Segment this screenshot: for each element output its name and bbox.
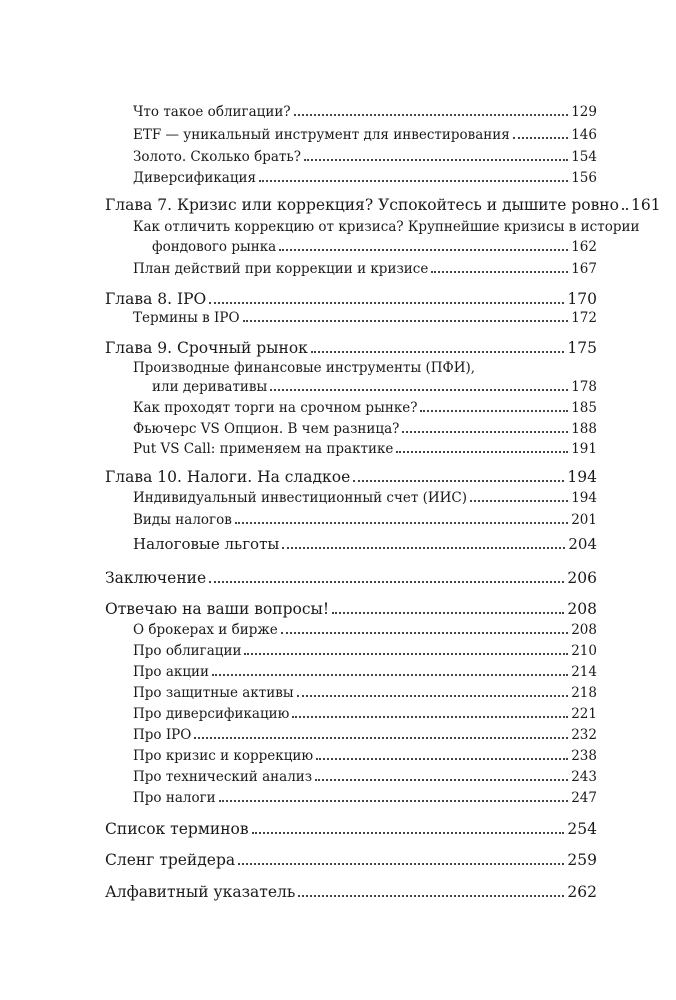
toc-entry-title: Про акции <box>133 664 209 680</box>
toc-entry-title: Налоговые льготы <box>133 535 280 553</box>
toc-entry-title: Что такое облигации? <box>133 104 291 120</box>
toc-chapter-title: Алфавитный указатель <box>105 883 296 901</box>
toc-entry <box>133 310 597 326</box>
toc-leader-dots <box>270 388 568 391</box>
toc-leader-dots <box>332 611 564 614</box>
toc-leader-dots <box>212 673 568 676</box>
toc-entry <box>133 400 597 416</box>
toc-entry <box>133 643 597 659</box>
toc-leader-dots <box>304 158 568 161</box>
toc-chapter-title: Заключение <box>105 569 207 587</box>
toc-leader-dots <box>420 409 568 412</box>
toc-entry <box>133 149 597 165</box>
toc-leader-dots <box>209 580 564 583</box>
toc-entry-continuation <box>152 379 597 395</box>
toc-leader-dots <box>315 778 568 781</box>
toc-chapter-page: 206 <box>567 569 597 587</box>
toc-entry-page: 243 <box>571 769 597 785</box>
toc-chapter-title: Глава 7. Кризис или коррекция? Успокойтесь и дышите ровно <box>105 196 619 214</box>
toc-chapter-title: Список терминов <box>105 820 249 838</box>
toc-entry <box>133 512 597 528</box>
toc-entry <box>133 360 597 376</box>
toc-entry-title: Фьючерс VS Опцион. В чем разница? <box>133 421 400 437</box>
toc-entry-continuation <box>152 239 597 255</box>
toc-entry-page: 146 <box>571 127 597 143</box>
toc-chapter-title: Глава 10. Налоги. На сладкое <box>105 468 351 486</box>
toc-entry-title: Золото. Сколько брать? <box>133 149 301 165</box>
toc-entry-page: 162 <box>571 239 597 255</box>
toc-chapter <box>105 820 597 838</box>
toc-leader-dots <box>279 248 568 251</box>
toc-entry-title: фондового рынка <box>152 239 277 255</box>
toc-entry-page: 247 <box>571 790 597 806</box>
toc-leader-dots <box>316 757 568 760</box>
toc-entry-title: Термины в IPO <box>133 310 240 326</box>
toc-entry-page: 201 <box>571 512 597 528</box>
toc-leader-dots <box>396 450 568 453</box>
toc-entry <box>133 421 597 437</box>
toc-entry-page: 154 <box>571 149 597 165</box>
toc-entry <box>133 104 597 120</box>
toc-chapter-title: Сленг трейдера <box>105 851 236 869</box>
toc-entry <box>133 441 597 457</box>
toc-leader-dots <box>244 652 568 655</box>
toc-entry <box>133 769 597 785</box>
toc-chapter <box>105 290 597 308</box>
toc-entry <box>133 727 597 743</box>
toc-chapter-page: 161 <box>630 196 661 214</box>
toc-entry-title: Про кризис и коррекцию <box>133 748 314 764</box>
toc-entry-title: Диверсификация <box>133 170 257 186</box>
toc-leader-dots <box>402 430 568 433</box>
toc-entry-title: Виды налогов <box>133 512 232 528</box>
toc-entry-page: 172 <box>571 310 597 326</box>
toc-entry <box>133 622 597 638</box>
toc-chapter <box>105 883 597 901</box>
toc-leader-dots <box>292 715 568 718</box>
toc-entry <box>133 127 597 143</box>
toc-entry-page: 232 <box>571 727 597 743</box>
toc-chapter-page: 254 <box>567 820 597 838</box>
toc-chapter-title: Глава 8. IPO <box>105 290 207 308</box>
toc-leader-dots <box>470 499 568 502</box>
toc-chapter <box>105 196 661 214</box>
toc-chapter-page: 175 <box>567 339 597 357</box>
toc-entry-page: 191 <box>571 441 597 457</box>
toc-leader-dots <box>209 301 564 304</box>
toc-leader-dots <box>219 799 569 802</box>
toc-entry-page: 167 <box>571 261 597 277</box>
toc-entry-page: 238 <box>571 748 597 764</box>
toc-entry-page: 129 <box>571 104 597 120</box>
toc-entry-title: ETF — уникальный инструмент для инвестирования <box>133 127 510 143</box>
toc-entry <box>133 261 597 277</box>
toc-entry-title: или деривативы <box>152 379 268 395</box>
toc-entry <box>133 170 597 186</box>
toc-entry-title: Индивидуальный инвестиционный счет (ИИС) <box>133 490 468 506</box>
toc-entry-title: Про IPO <box>133 727 192 743</box>
toc-leader-dots <box>252 831 565 834</box>
toc-chapter-title: Отвечаю на ваши вопросы! <box>105 600 330 618</box>
toc-entry <box>133 490 597 506</box>
toc-chapter <box>105 339 597 357</box>
toc-entry-title: Про налоги <box>133 790 216 806</box>
toc-chapter-page: 259 <box>567 851 597 869</box>
toc-entry <box>133 706 597 722</box>
toc-entry <box>133 535 597 553</box>
toc-entry <box>133 219 640 235</box>
toc-entry-page: 210 <box>571 643 597 659</box>
toc-entry-page: 188 <box>571 421 597 437</box>
toc-entry-page: 178 <box>571 379 597 395</box>
toc-leader-dots <box>311 350 565 353</box>
toc-leader-dots <box>238 862 564 865</box>
toc-entry-page: 221 <box>571 706 597 722</box>
toc-chapter-page: 170 <box>567 290 597 308</box>
toc-entry <box>133 748 597 764</box>
toc-chapter-title: Глава 9. Срочный рынок <box>105 339 308 357</box>
toc-chapter <box>105 468 597 486</box>
toc-entry-title: Производные финансовые инструменты (ПФИ), <box>133 360 476 376</box>
toc-entry-page: 204 <box>568 535 597 553</box>
toc-leader-dots <box>281 631 568 634</box>
toc-entry-page: 156 <box>571 170 597 186</box>
toc-leader-dots <box>294 113 569 116</box>
toc-leader-dots <box>243 319 569 322</box>
toc-entry-page: 185 <box>571 400 597 416</box>
toc-leader-dots <box>259 179 568 182</box>
toc-entry-page: 214 <box>571 664 597 680</box>
toc-chapter-page: 194 <box>567 468 597 486</box>
toc-entry <box>133 664 597 680</box>
toc-entry-page: 194 <box>571 490 597 506</box>
toc-leader-dots <box>235 521 568 524</box>
toc-entry-title: Про технический анализ <box>133 769 313 785</box>
toc-entry <box>133 685 597 701</box>
toc-entry-title: Про защитные активы <box>133 685 294 701</box>
toc-chapter-page: 262 <box>567 883 597 901</box>
toc-entry-page: 208 <box>571 622 597 638</box>
toc-leader-dots <box>431 270 568 273</box>
toc-entry-title: План действий при коррекции и кризисе <box>133 261 429 277</box>
toc-chapter <box>105 569 597 587</box>
toc-leader-dots <box>622 207 628 210</box>
toc-entry-title: Put VS Call: применяем на практике <box>133 441 394 457</box>
toc-entry-title: Про облигации <box>133 643 242 659</box>
toc-entry-title: Про диверсификацию <box>133 706 290 722</box>
toc-chapter-page: 208 <box>567 600 597 618</box>
toc-leader-dots <box>282 546 565 549</box>
toc-chapter <box>105 851 597 869</box>
toc-leader-dots <box>194 736 568 739</box>
toc-entry-page: 218 <box>571 685 597 701</box>
toc-leader-dots <box>297 694 569 697</box>
toc-leader-dots <box>353 479 564 482</box>
toc-entry <box>133 790 597 806</box>
toc-entry-title: Как отличить коррекцию от кризиса? Крупнейшие кризисы в истории <box>133 219 640 235</box>
toc-leader-dots <box>298 894 564 897</box>
toc-entry-title: О брокерах и бирже <box>133 622 278 638</box>
toc-entry-title: Как проходят торги на срочном рынке? <box>133 400 418 416</box>
toc-chapter <box>105 600 597 618</box>
toc-leader-dots <box>513 136 568 139</box>
